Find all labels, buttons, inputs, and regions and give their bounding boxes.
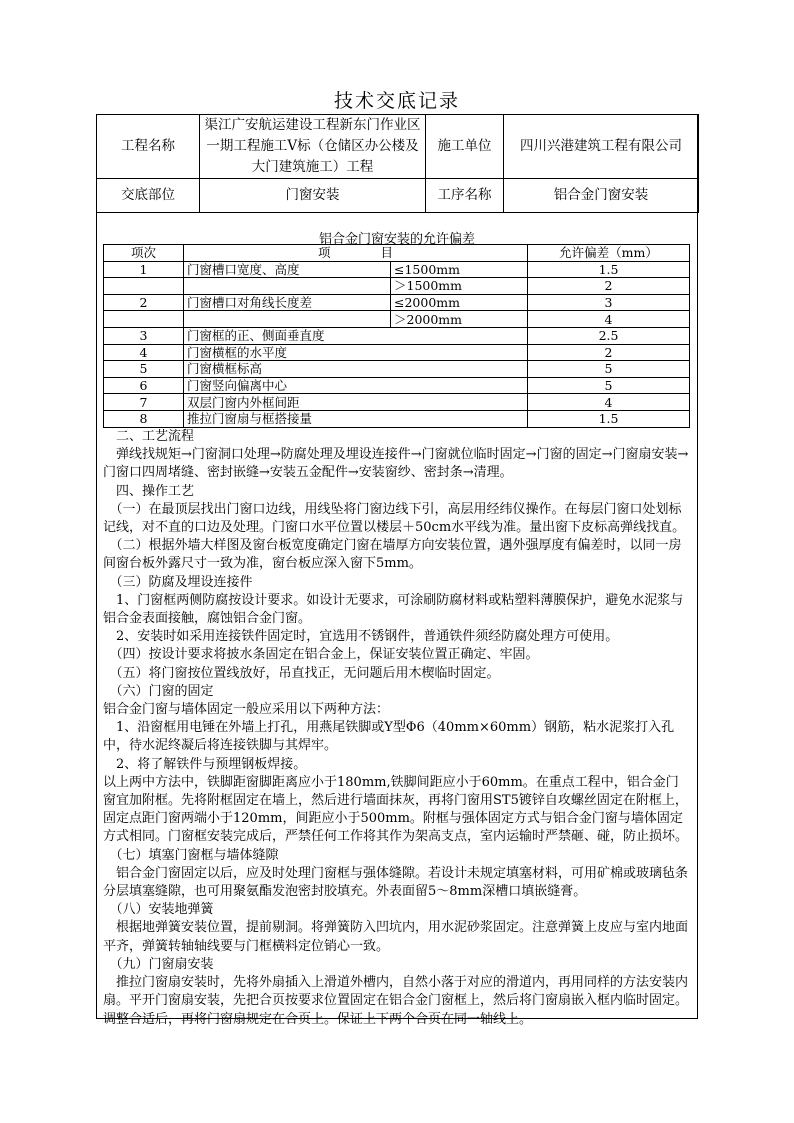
table-row: 1 门窗槽口宽度、高度 ≤1500mm 1.5	[104, 261, 690, 278]
table-row: ＞1500mm 2	[104, 278, 690, 295]
col-tol-header: 允许偏差（mm）	[528, 245, 690, 262]
table-row: 6 门窗竖向偏离中心 5	[104, 377, 690, 394]
section-heading: （八）安装地弹簧	[103, 902, 214, 918]
document-title: 技术交底记录	[333, 90, 460, 112]
section-heading: （六）门窗的固定	[103, 683, 214, 699]
paragraph: 根据地弹簧安装位置，提前剔洞。将弹簧防入凹坑内，用水泥砂浆固定。注意弹簧上皮应与室内地面平齐，弹簧转轴轴线要与门框横料定位销心一致。	[103, 920, 689, 954]
section-heading: （九）门窗扇安装	[103, 956, 214, 972]
paragraph: 铝合金门窗与墙体固定一般应采用以下两种方法：	[103, 702, 390, 718]
part-label: 交底部位	[97, 179, 200, 213]
paragraph: 推拉门窗扇安装时，先将外扇插入上滑道外槽内，自然小落于对应的滑道内，再用同样的方法安装内扇。平开门窗扇安装，先把合页按要求位置固定在铝合金门窗框上，然后将门窗扇嵌入框内临时固定。调整合适后，再将门窗扇规定在合页上。保证上下两个合页在同一轴线上。	[103, 975, 689, 1027]
deviation-table-title: 铝合金门窗安装的允许偏差	[318, 232, 475, 247]
project-name: 渠江广安航运建设工程新东门作业区一期工程施工Ⅴ标（仓储区办公楼及大门建筑施工）工程	[200, 115, 426, 179]
col-item-header: 项 目	[184, 245, 528, 262]
table-row: 2 门窗槽口对角线长度差 ≤2000mm 3	[104, 294, 690, 311]
paragraph: （五）将门窗按位置线放好，吊直找正，无问题后用木楔临时固定。	[103, 665, 500, 681]
process-label: 工序名称	[426, 179, 504, 213]
header-table	[96, 114, 699, 213]
table-row: ＞2000mm 4	[104, 311, 690, 328]
table-row: 8 推拉门窗扇与框搭接量 1.5	[104, 410, 690, 427]
col-no-header: 项次	[104, 245, 184, 262]
paragraph: 2、将了解铁件与预埋钢板焊接。	[103, 756, 307, 772]
table-row: 4 门窗横框的水平度 2	[104, 344, 690, 361]
paragraph: 铝合金门窗固定以后，应及时处理门窗框与强体缝隙。若设计未规定填塞材料，可用矿棉或玻璃毡条分层填塞缝隙，也可用聚氨酯发泡密封胶填充。外表面留5～8mm深槽口填嵌缝膏。	[103, 865, 689, 900]
contractor-name: 四川兴港建筑工程有限公司	[504, 115, 699, 179]
table-row: 7 双层门窗内外框间距 4	[104, 394, 690, 411]
paragraph: 以上两中方法中，铁脚距窗脚距离应小于180mm,铁脚间距应小于60mm。在重点工程中，铝合金门窗宜加附框。先将附框固定在墙上，然后进行墙面抹灰，再将门窗用ST5镀锌自攻螺丝固定在附框上，固定点距门窗两端小于120mm，间距应小于500mm。附框与强体固定方式与铝合金门窗与墙体固定方式相同。门窗框安装完成后，严禁任何工作将其作为架高支点，室内运输时严禁砸、碰，防止损坏。	[103, 774, 689, 845]
section-heading: 二、工艺流程	[103, 429, 195, 444]
table-row: 5 门窗横框标高 5	[104, 361, 690, 378]
part-value: 门窗安装	[200, 179, 426, 213]
contractor-label: 施工单位	[426, 115, 504, 179]
paragraph: 弹线找规矩→门窗洞口处理→防腐处理及埋设连接件→门窗就位临时固定→门窗的固定→门窗扇安装→门窗口四周堵缝、密封嵌缝→安装五金配件→安装窗纱、密封条→清理。	[103, 447, 689, 481]
deviation-table	[103, 244, 690, 428]
paragraph: 2、安装时如采用连接铁件固定时，宜选用不锈钢件，普通铁件须经防腐处理方可使用。	[103, 629, 619, 645]
section-heading: 四、操作工艺	[103, 483, 195, 499]
project-label: 工程名称	[97, 115, 200, 179]
process-value: 铝合金门窗安装	[504, 179, 699, 213]
paragraph: 1、门窗框两侧防腐按设计要求。如设计无要求，可涂刷防腐材料或粘塑料薄膜保护，避免水泥浆与铝合金表面接触，腐蚀铝合金门窗。	[103, 592, 684, 627]
paragraph: （二）根据外墙大样图及窗台板宽度确定门窗在墙厚方向安装位置，遇外强厚度有偏差时，以同一房间窗台板外露尺寸一致为准，窗台板应深入窗下5mm。	[103, 538, 682, 572]
body-text	[103, 428, 691, 1029]
table-row: 3 门窗框的正、侧面垂直度 2.5	[104, 327, 690, 344]
section-heading: （七）填塞门窗框与墙体缝隙	[103, 847, 279, 863]
paragraph: （一）在最顶层找出门窗口边线，用线坠将门窗边线下引，高层用经纬仪操作。在每层门窗口处划标记线，对不直的口边及处理。门窗口水平位置以楼层＋50cm水平线为准。量出窗下皮标高弹线找直。	[103, 501, 686, 536]
paragraph: （四）按设计要求将披水条固定在铝合金上，保证安装位置正确定、牢固。	[103, 647, 539, 663]
paragraph: 1、沿窗框用电锤在外墙上打孔，用燕尾铁脚或Y型Φ6（40mm×60mm）钢筋，粘水泥浆打入孔中，待水泥终凝后将连接铁脚与其焊牢。	[103, 720, 675, 754]
section-heading: （三）防腐及埋设连接件	[103, 574, 253, 590]
